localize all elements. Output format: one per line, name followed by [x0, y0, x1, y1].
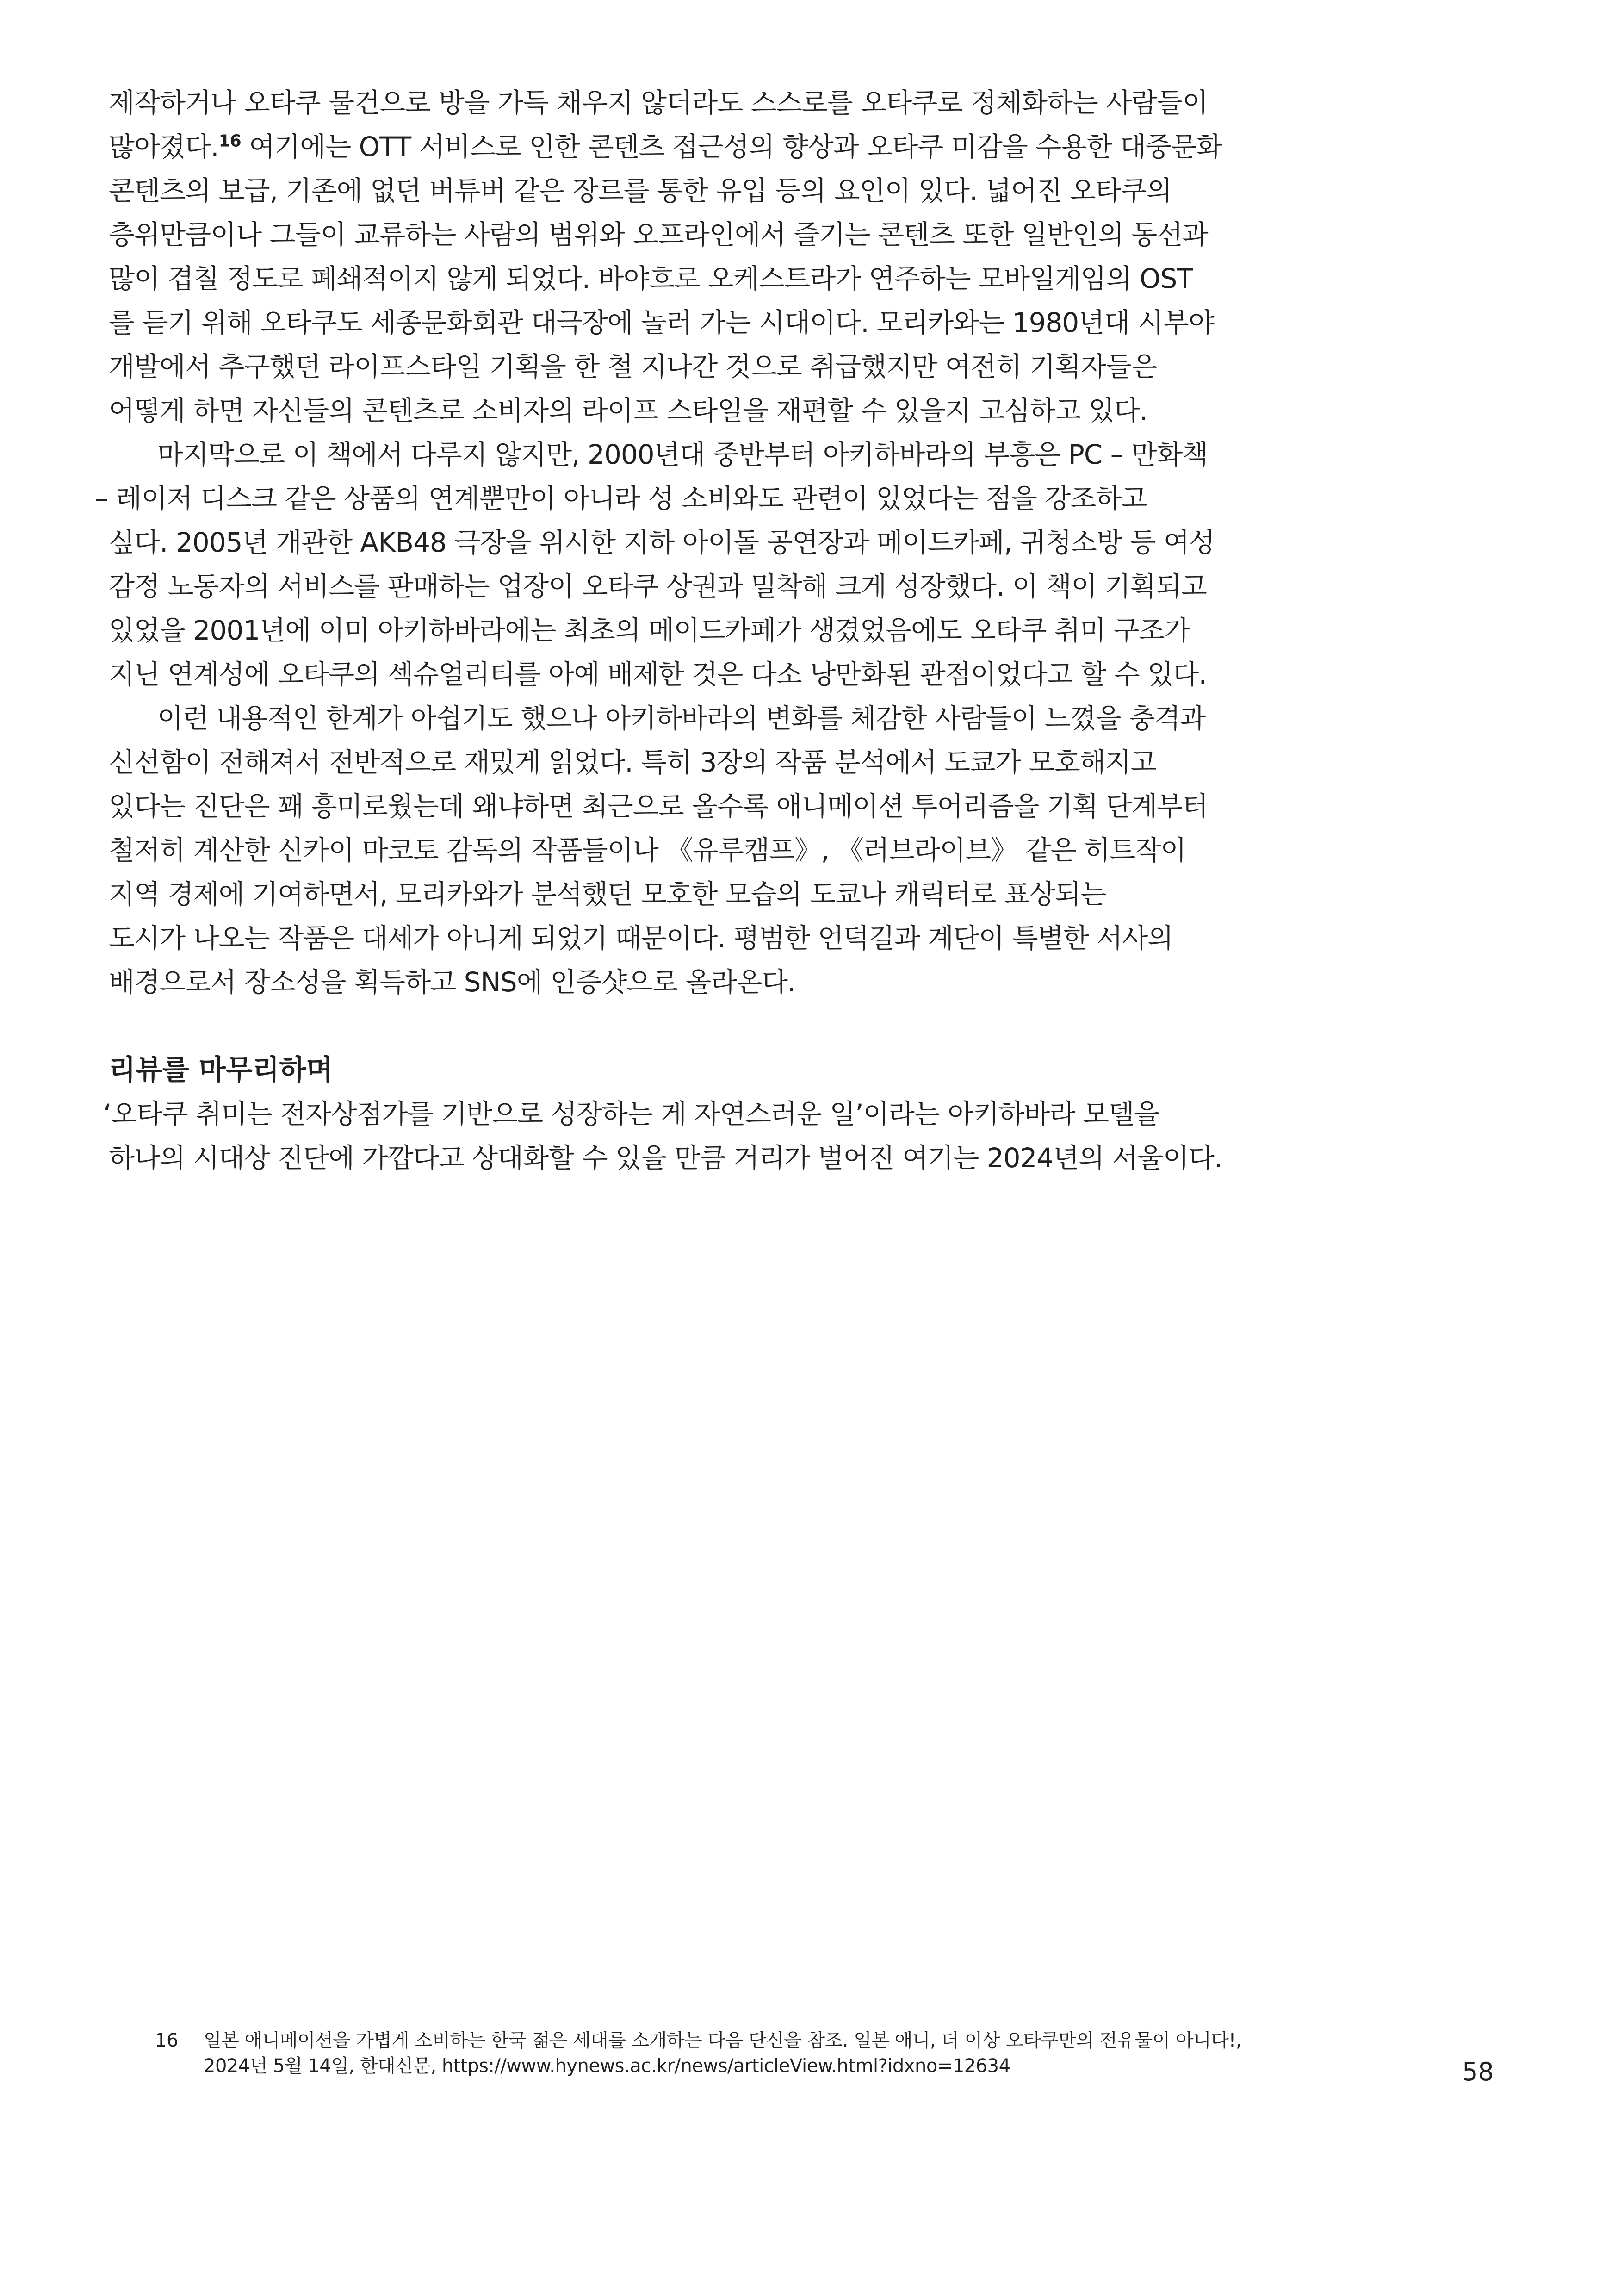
text-line: 많이 겹칠 정도로 폐쇄적이지 않게 되었다. 바야흐로 오케스트라가 연주하는 모바일게임의 OST — [109, 263, 1193, 294]
text-line: 싶다. 2005년 개관한 AKB48 극장을 위시한 지하 아이돌 공연장과 메이드카페, 귀청소방 등 여성 — [109, 527, 1215, 558]
text-line: 감정 노동자의 서비스를 판매하는 업장이 오타쿠 상권과 밀착해 크게 성장했다. 이 책이 기획되고 — [109, 571, 1207, 602]
footnote-number: 16 — [155, 2030, 178, 2051]
section-heading: 리뷰를 마무리하며 — [109, 1054, 333, 1086]
body-text — [95, 81, 1307, 1180]
footnote-line: 일본 애니메이션을 가볍게 소비하는 한국 젊은 세대를 소개하는 다음 단신을 참조. 일본 애니, 더 이상 오타쿠만의 전유물이 아니다!, — [204, 2030, 1242, 2051]
text-line: 이런 내용적인 한계가 아쉽기도 했으나 아키하바라의 변화를 체감한 사람들이 느꼈을 충격과 — [157, 703, 1206, 734]
text-line: 배경으로서 장소성을 획득하고 SNS에 인증샷으로 올라온다. — [109, 966, 796, 998]
text-line — [109, 125, 1307, 169]
text-line: 철저히 계산한 신카이 마코토 감독의 작품들이나 《유루캠프》, 《러브라이브》 같은 히트작이 — [109, 834, 1186, 866]
footnote-line: 2024년 5월 14일, 한대신문, https://www.hynews.ac.kr/news/articleView.html?idxno=12634 — [204, 2055, 1010, 2077]
text-line: 신선함이 전해져서 전반적으로 재밌게 읽었다. 특히 3장의 작품 분석에서 도쿄가 모호해지고 — [109, 747, 1156, 778]
text-line: 콘텐츠의 보급, 기존에 없던 버튜버 같은 장르를 통한 유입 등의 요인이 있다. 넓어진 오타쿠의 — [109, 175, 1172, 206]
text-line: 있다는 진단은 꽤 흥미로웠는데 왜냐하면 최근으로 올수록 애니메이션 투어리즘을 기획 단계부터 — [109, 790, 1208, 822]
text-segment: 많아졌다. — [109, 131, 219, 162]
text-line: 를 듣기 위해 오타쿠도 세종문화회관 대극장에 놀러 가는 시대이다. 모리카와는 1980년대 시부야 — [109, 307, 1214, 338]
page-number: 58 — [1462, 2057, 1494, 2086]
text-line: 있었을 2001년에 이미 아키하바라에는 최초의 메이드카페가 생겼었음에도 오타쿠 취미 구조가 — [109, 615, 1190, 646]
text-line: 마지막으로 이 책에서 다루지 않지만, 2000년대 중반부터 아키하바라의 부흥은 PC – 만화책 — [157, 439, 1208, 470]
text-segment: 여기에는 OTT 서비스로 인한 콘텐츠 접근성의 향상과 오타쿠 미감을 수용한 대중문화 — [241, 131, 1222, 162]
text-line: 어떻게 하면 자신들의 콘텐츠로 소비자의 라이프 스타일을 재편할 수 있을지 고심하고 있다. — [109, 395, 1148, 426]
text-line: – 레이저 디스크 같은 상품의 연계뿐만이 아니라 성 소비와도 관련이 있었다는 점을 강조하고 — [95, 483, 1147, 514]
text-line: 지역 경제에 기여하면서, 모리카와가 분석했던 모호한 모습의 도쿄나 캐릭터로 표상되는 — [109, 878, 1106, 910]
footnote — [155, 2028, 1409, 2079]
text-line: ‘오타쿠 취미는 전자상점가를 기반으로 성장하는 게 자연스러운 일’이라는 아키하바라 모델을 — [103, 1098, 1159, 1130]
text-line: 하나의 시대상 진단에 가깝다고 상대화할 수 있을 만큼 거리가 벌어진 여기는 2024년의 서울이다. — [109, 1142, 1222, 1174]
text-line: 지닌 연계성에 오타쿠의 섹슈얼리티를 아예 배제한 것은 다소 낭만화된 관점이었다고 할 수 있다. — [109, 659, 1207, 690]
text-line: 제작하거나 오타쿠 물건으로 방을 가득 채우지 않더라도 스스로를 오타쿠로 정체화하는 사람들이 — [109, 87, 1208, 118]
text-line: 층위만큼이나 그들이 교류하는 사람의 범위와 오프라인에서 즐기는 콘텐츠 또한 일반인의 동선과 — [109, 219, 1208, 250]
footnote-reference[interactable]: 16 — [218, 131, 241, 151]
text-line: 도시가 나오는 작품은 대세가 아니게 되었기 때문이다. 평범한 언덕길과 계단이 특별한 서사의 — [109, 922, 1173, 954]
text-line: 개발에서 추구했던 라이프스타일 기획을 한 철 지나간 것으로 취급했지만 여전히 기획자들은 — [109, 351, 1157, 382]
